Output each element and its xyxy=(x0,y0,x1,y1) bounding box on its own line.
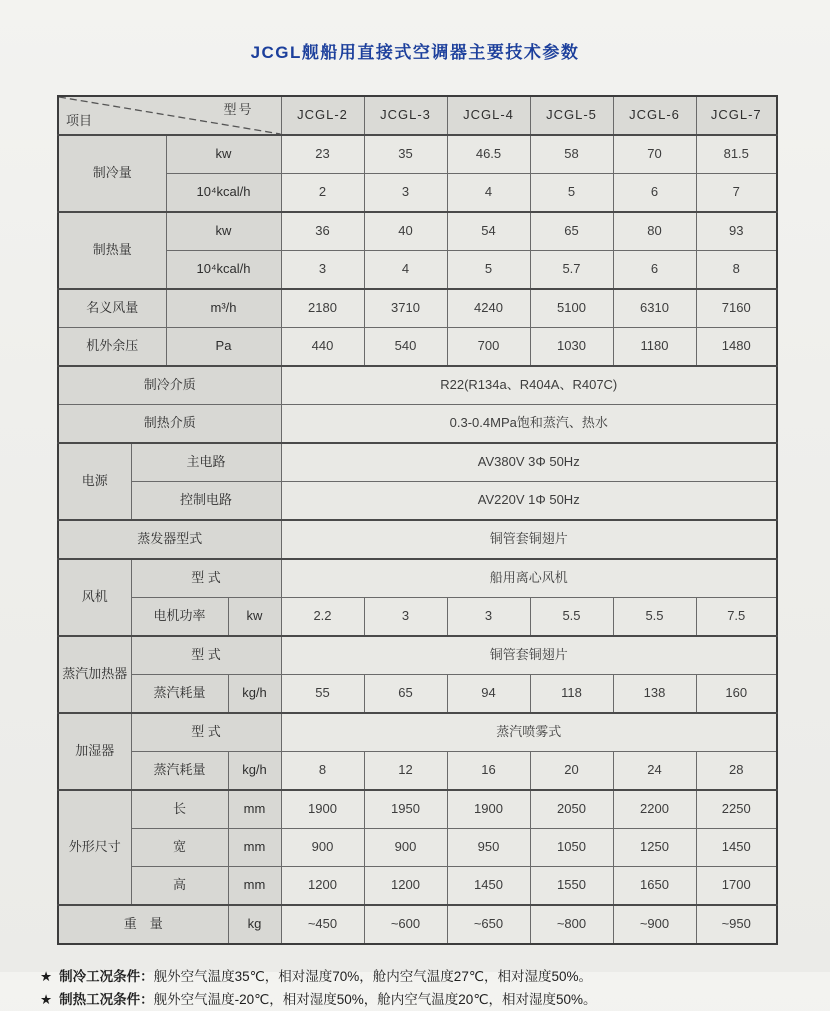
value-cell: 28 xyxy=(696,752,777,791)
value-cell: 2050 xyxy=(530,790,613,829)
value-cell: 2.2 xyxy=(281,598,364,637)
row-heating-medium xyxy=(58,405,777,444)
unit-cell: kg xyxy=(228,905,281,944)
sub-label-cell: 主电路 xyxy=(131,443,281,482)
star-icon: ★ xyxy=(40,969,53,984)
sub-label-cell: 控制电路 xyxy=(131,482,281,521)
label-cell: 蒸汽加热器 xyxy=(58,636,131,713)
label-cell: 制热量 xyxy=(58,212,166,289)
label-cell: 风机 xyxy=(58,559,131,636)
value-cell: R22(R134a、R404A、R407C) xyxy=(281,366,777,405)
row-humidifier-consumption xyxy=(58,752,777,791)
value-cell: 6310 xyxy=(613,289,696,328)
value-cell: 23 xyxy=(281,135,364,174)
row-dim-width xyxy=(58,829,777,867)
row-power-control xyxy=(58,482,777,521)
value-cell: AV380V 3Φ 50Hz xyxy=(281,443,777,482)
sub-label-cell: 高 xyxy=(131,867,228,906)
row-airflow xyxy=(58,289,777,328)
sub-label-cell: 型 式 xyxy=(131,713,281,752)
model-header: JCGL-2 xyxy=(281,96,364,135)
unit-cell: mm xyxy=(228,867,281,906)
label-cell: 名义风量 xyxy=(58,289,166,328)
value-cell: 94 xyxy=(447,675,530,714)
value-cell: 2 xyxy=(281,174,364,213)
model-header: JCGL-5 xyxy=(530,96,613,135)
value-cell: 93 xyxy=(696,212,777,251)
value-cell: 16 xyxy=(447,752,530,791)
value-cell: ~950 xyxy=(696,905,777,944)
value-cell: AV220V 1Φ 50Hz xyxy=(281,482,777,521)
value-cell: 5 xyxy=(530,174,613,213)
value-cell: 70 xyxy=(613,135,696,174)
corner-cell xyxy=(58,96,281,135)
label-cell: 制热介质 xyxy=(58,405,281,444)
value-cell: 5 xyxy=(447,251,530,290)
label-cell: 重 量 xyxy=(58,905,228,944)
value-cell: 5.5 xyxy=(613,598,696,637)
value-cell: 1030 xyxy=(530,328,613,367)
spec-table xyxy=(57,95,778,945)
value-cell: 4240 xyxy=(447,289,530,328)
value-cell: 1700 xyxy=(696,867,777,906)
value-cell: 5.7 xyxy=(530,251,613,290)
row-fan-type xyxy=(58,559,777,598)
value-cell: 1650 xyxy=(613,867,696,906)
unit-cell: kw xyxy=(228,598,281,637)
value-cell: 船用离心风机 xyxy=(281,559,777,598)
value-cell: ~650 xyxy=(447,905,530,944)
value-cell: 80 xyxy=(613,212,696,251)
value-cell: 3710 xyxy=(364,289,447,328)
value-cell: 24 xyxy=(613,752,696,791)
model-header: JCGL-6 xyxy=(613,96,696,135)
corner-model-label: 型号 xyxy=(223,102,254,117)
label-cell: 加湿器 xyxy=(58,713,131,790)
unit-cell: mm xyxy=(228,790,281,829)
value-cell: 12 xyxy=(364,752,447,791)
sub-label-cell: 蒸汽耗量 xyxy=(131,675,228,714)
value-cell: ~600 xyxy=(364,905,447,944)
value-cell: 1550 xyxy=(530,867,613,906)
value-cell: 540 xyxy=(364,328,447,367)
value-cell: 1900 xyxy=(447,790,530,829)
value-cell: 6 xyxy=(613,174,696,213)
value-cell: 40 xyxy=(364,212,447,251)
sub-label-cell: 型 式 xyxy=(131,559,281,598)
value-cell: 58 xyxy=(530,135,613,174)
value-cell: ~450 xyxy=(281,905,364,944)
label-cell: 制冷介质 xyxy=(58,366,281,405)
value-cell: 铜管套铜翅片 xyxy=(281,636,777,675)
sub-label-cell: 宽 xyxy=(131,829,228,867)
row-cooling-kw xyxy=(58,135,777,174)
value-cell: 138 xyxy=(613,675,696,714)
unit-cell: mm xyxy=(228,829,281,867)
row-humidifier-type xyxy=(58,713,777,752)
header-row xyxy=(58,96,777,135)
footnote-label: 制热工况条件： xyxy=(59,992,154,1007)
row-weight xyxy=(58,905,777,944)
value-cell: 8 xyxy=(281,752,364,791)
value-cell: 700 xyxy=(447,328,530,367)
row-dim-height xyxy=(58,867,777,906)
label-cell: 电源 xyxy=(58,443,131,520)
unit-cell: kw xyxy=(166,212,281,251)
value-cell: 4 xyxy=(447,174,530,213)
value-cell: 3 xyxy=(364,174,447,213)
value-cell: 65 xyxy=(530,212,613,251)
value-cell: 1200 xyxy=(364,867,447,906)
value-cell: 440 xyxy=(281,328,364,367)
unit-cell: m³/h xyxy=(166,289,281,328)
footnote-label: 制冷工况条件： xyxy=(59,969,154,984)
star-icon: ★ xyxy=(40,992,53,1007)
value-cell: 5100 xyxy=(530,289,613,328)
unit-cell: Pa xyxy=(166,328,281,367)
sub-label-cell: 长 xyxy=(131,790,228,829)
value-cell: 1200 xyxy=(281,867,364,906)
label-cell: 制冷量 xyxy=(58,135,166,212)
unit-cell: kg/h xyxy=(228,675,281,714)
value-cell: 2250 xyxy=(696,790,777,829)
sub-label-cell: 蒸汽耗量 xyxy=(131,752,228,791)
value-cell: 20 xyxy=(530,752,613,791)
value-cell: 1050 xyxy=(530,829,613,867)
label-cell: 外形尺寸 xyxy=(58,790,131,905)
value-cell: 35 xyxy=(364,135,447,174)
sub-label-cell: 型 式 xyxy=(131,636,281,675)
value-cell: 36 xyxy=(281,212,364,251)
value-cell: ~900 xyxy=(613,905,696,944)
row-evaporator xyxy=(58,520,777,559)
value-cell: 4 xyxy=(364,251,447,290)
row-power-main xyxy=(58,443,777,482)
row-heating-kw xyxy=(58,212,777,251)
value-cell: 3 xyxy=(364,598,447,637)
footnote-text: 舰外空气温度35℃，相对湿度70%，舱内空气温度27℃，相对湿度50%。 xyxy=(153,969,593,984)
sub-label-cell: 电机功率 xyxy=(131,598,228,637)
value-cell: 1480 xyxy=(696,328,777,367)
row-static-pressure xyxy=(58,328,777,367)
value-cell: 7 xyxy=(696,174,777,213)
footnote-text: 舰外空气温度-20℃，相对湿度50%，舱内空气温度20℃，相对湿度50%。 xyxy=(153,992,597,1007)
row-steam-heater-type xyxy=(58,636,777,675)
unit-cell: 10⁴kcal/h xyxy=(166,174,281,213)
row-steam-heater-consumption xyxy=(58,675,777,714)
row-heating-kcal xyxy=(58,251,777,290)
value-cell: 0.3-0.4MPa饱和蒸汽、热水 xyxy=(281,405,777,444)
row-refrigerant xyxy=(58,366,777,405)
value-cell: 118 xyxy=(530,675,613,714)
value-cell: 铜管套铜翅片 xyxy=(281,520,777,559)
page-title: JCGL舰船用直接式空调器主要技术参数 xyxy=(250,43,580,62)
value-cell: 2180 xyxy=(281,289,364,328)
value-cell: 蒸汽喷雾式 xyxy=(281,713,777,752)
value-cell: 8 xyxy=(696,251,777,290)
value-cell: 1450 xyxy=(696,829,777,867)
value-cell: 160 xyxy=(696,675,777,714)
footnote-cooling-conditions xyxy=(40,965,830,988)
value-cell: 1950 xyxy=(364,790,447,829)
unit-cell: kw xyxy=(166,135,281,174)
value-cell: 2200 xyxy=(613,790,696,829)
label-cell: 蒸发器型式 xyxy=(58,520,281,559)
value-cell: 900 xyxy=(281,829,364,867)
value-cell: 1180 xyxy=(613,328,696,367)
value-cell: 900 xyxy=(364,829,447,867)
value-cell: 65 xyxy=(364,675,447,714)
unit-cell: kg/h xyxy=(228,752,281,791)
value-cell: 46.5 xyxy=(447,135,530,174)
value-cell: 54 xyxy=(447,212,530,251)
corner-items-label: 项目 xyxy=(66,113,93,129)
value-cell: 3 xyxy=(281,251,364,290)
value-cell: 55 xyxy=(281,675,364,714)
value-cell: 1450 xyxy=(447,867,530,906)
value-cell: 1250 xyxy=(613,829,696,867)
value-cell: 950 xyxy=(447,829,530,867)
model-header: JCGL-3 xyxy=(364,96,447,135)
model-header: JCGL-4 xyxy=(447,96,530,135)
row-dim-length xyxy=(58,790,777,829)
value-cell: 6 xyxy=(613,251,696,290)
row-cooling-kcal xyxy=(58,174,777,213)
value-cell: 7.5 xyxy=(696,598,777,637)
value-cell: 81.5 xyxy=(696,135,777,174)
value-cell: ~800 xyxy=(530,905,613,944)
row-fan-motor xyxy=(58,598,777,637)
footnote-heating-conditions xyxy=(40,988,830,1011)
value-cell: 5.5 xyxy=(530,598,613,637)
unit-cell: 10⁴kcal/h xyxy=(166,251,281,290)
model-header: JCGL-7 xyxy=(696,96,777,135)
value-cell: 3 xyxy=(447,598,530,637)
value-cell: 1900 xyxy=(281,790,364,829)
label-cell: 机外余压 xyxy=(58,328,166,367)
value-cell: 7160 xyxy=(696,289,777,328)
